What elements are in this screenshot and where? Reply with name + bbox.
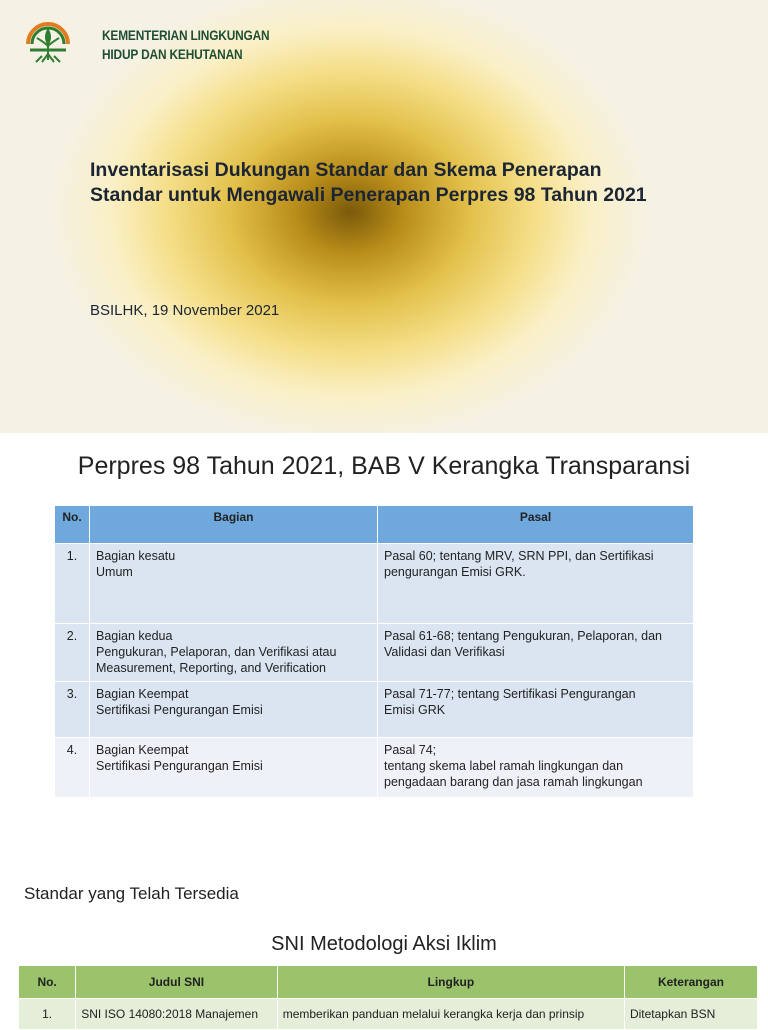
header-keterangan: Keterangan — [624, 966, 757, 999]
slide2-title: Perpres 98 Tahun 2021, BAB V Kerangka Transparansi — [77, 452, 691, 480]
bagian-line: Bagian Keempat — [96, 687, 189, 701]
slide3-title: SNI Metodologi Aksi Iklim — [271, 933, 497, 955]
row-no: 2. — [55, 624, 90, 682]
table-header-row — [19, 966, 758, 999]
row-bagian — [90, 544, 378, 624]
row-bagian — [90, 738, 378, 798]
table-row — [55, 682, 694, 738]
bagian-line: Bagian kedua — [96, 629, 173, 643]
header-pasal: Pasal — [378, 506, 694, 544]
row-no: 1. — [19, 999, 76, 1030]
row-pasal — [378, 682, 694, 738]
header-lingkup: Lingkup — [277, 966, 624, 999]
title-slide — [0, 0, 768, 433]
row-pasal — [378, 738, 694, 798]
pasal-line: Pasal 71-77; tentang Sertifikasi Pengurangan — [384, 687, 636, 701]
pasal-line: Validasi dan Verifikasi — [384, 645, 505, 659]
header-judul: Judul SNI — [76, 966, 278, 999]
title-line1: Inventarisasi Dukungan Standar dan Skema Penerapan — [90, 159, 602, 181]
presentation-date: BSILHK, 19 November 2021 — [90, 302, 280, 319]
bagian-line: Sertifikasi Pengurangan Emisi — [96, 759, 263, 773]
row-judul: SNI ISO 14080:2018 Manajemen — [76, 999, 278, 1030]
slide3-subtitle: Standar yang Telah Tersedia — [24, 884, 239, 903]
header-no: No. — [55, 506, 90, 544]
sni-table — [18, 965, 758, 1030]
header-no: No. — [19, 966, 76, 999]
bagian-line: Sertifikasi Pengurangan Emisi — [96, 703, 263, 717]
pasal-line: Pasal 60; tentang MRV, SRN PPI, dan Sertifikasi — [384, 549, 654, 563]
presentation-title — [90, 158, 740, 208]
row-pasal — [378, 544, 694, 624]
pasal-line: Pasal 74; — [384, 743, 437, 757]
table-row — [55, 738, 694, 798]
pasal-line: Pasal 61-68; tentang Pengukuran, Pelaporan, dan — [384, 629, 662, 643]
row-keterangan: Ditetapkan BSN — [624, 999, 757, 1030]
table-header-row — [55, 506, 694, 544]
title-line2: Standar untuk Mengawali Penerapan Perpres 98 Tahun 2021 — [90, 184, 647, 206]
pasal-line: pengadaan barang dan jasa ramah lingkungan — [384, 775, 643, 789]
table-row — [55, 544, 694, 624]
row-bagian — [90, 624, 378, 682]
row-no: 3. — [55, 682, 90, 738]
row-lingkup: memberikan panduan melalui kerangka kerja dan prinsip — [277, 999, 624, 1030]
perpres-table — [54, 505, 694, 798]
table-row — [55, 624, 694, 682]
bagian-line: Bagian Keempat — [96, 743, 189, 757]
table-row — [19, 999, 758, 1030]
pasal-line: pengurangan Emisi GRK. — [384, 565, 526, 579]
row-no: 1. — [55, 544, 90, 624]
bagian-line: Umum — [96, 565, 133, 579]
ministry-name-line1: KEMENTERIAN LINGKUNGAN — [102, 27, 270, 43]
bagian-line: Measurement, Reporting, and Verification — [96, 661, 326, 675]
pasal-line: Emisi GRK — [384, 703, 446, 717]
row-no: 4. — [55, 738, 90, 798]
bagian-line: Pengukuran, Pelaporan, dan Verifikasi atau — [96, 645, 337, 659]
pasal-line: tentang skema label ramah lingkungan dan — [384, 759, 624, 773]
ministry-logo-icon — [20, 16, 76, 72]
row-bagian — [90, 682, 378, 738]
ministry-name — [102, 26, 269, 64]
ministry-name-line2: HIDUP DAN KEHUTANAN — [102, 46, 243, 62]
bagian-line: Bagian kesatu — [96, 549, 176, 563]
header-bagian: Bagian — [90, 506, 378, 544]
row-pasal — [378, 624, 694, 682]
